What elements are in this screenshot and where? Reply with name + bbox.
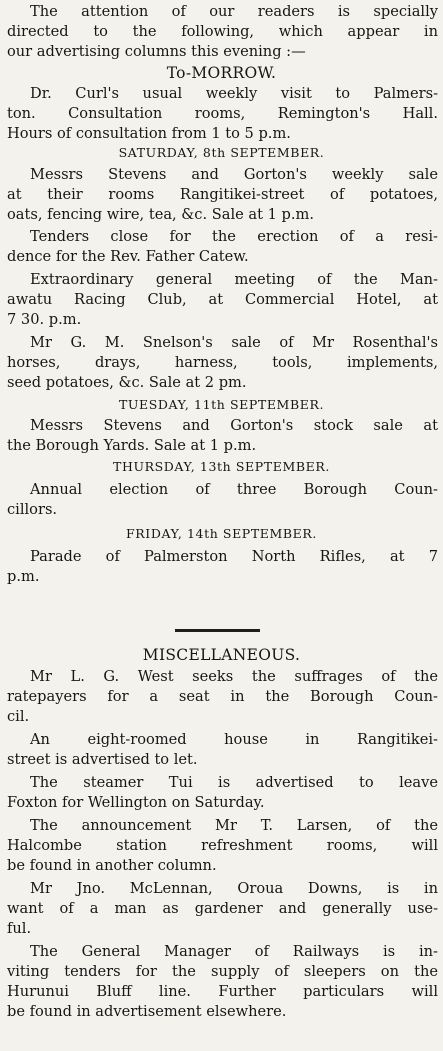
paragraph-line: Mr L. G. West seeks the suffrages of the: [30, 668, 438, 685]
paragraph-line: Dr. Curl's usual weekly visit to Palmers-: [30, 85, 438, 102]
paragraph-line: at their rooms Rangitikei-street of potatoes,: [7, 186, 438, 203]
paragraph-line: 7 30. p.m.: [7, 311, 82, 328]
paragraph-line: Parade of Palmerston North Rifles, at 7: [30, 548, 438, 565]
heading-thursday: THURSDAY, 13th SEPTEMBER.: [113, 459, 330, 474]
paragraph-line: The announcement Mr T. Larsen, of the: [30, 817, 438, 834]
paragraph-line: want of a man as gardener and generally use-: [7, 900, 438, 917]
paragraph-line: Hurunui Bluff line. Further particulars will: [7, 983, 438, 1000]
paragraph-line: cillors.: [7, 501, 58, 518]
heading-tuesday: TUESDAY, 11th SEPTEMBER.: [118, 397, 325, 412]
paragraph-line: viting tenders for the supply of sleepers on the: [7, 963, 438, 980]
paragraph-line: awatu Racing Club, at Commercial Hotel, at: [7, 291, 438, 308]
paragraph-line: be found in advertisement elsewhere.: [7, 1003, 287, 1020]
heading-tomorrow: To-MORROW.: [166, 64, 277, 82]
paragraph-line: oats, fencing wire, tea, &c. Sale at 1 p.m.: [7, 206, 314, 223]
paragraph-line: be found in another column.: [7, 857, 217, 874]
paragraph-line: the Borough Yards. Sale at 1 p.m.: [7, 437, 257, 454]
paragraph-line: cil.: [7, 708, 30, 725]
section-divider: [175, 629, 260, 632]
paragraph-line: dence for the Rev. Father Catew.: [7, 248, 249, 265]
heading-saturday: SATURDAY, 8th SEPTEMBER.: [118, 145, 325, 160]
paragraph-line: Foxton for Wellington on Saturday.: [7, 794, 265, 811]
paragraph-line: street is advertised to let.: [7, 751, 198, 768]
paragraph-line: ful.: [7, 920, 32, 937]
paragraph-line: An eight-roomed house in Rangitikei-: [30, 731, 438, 748]
paragraph-line: Mr G. M. Snelson's sale of Mr Rosenthal's: [30, 334, 438, 351]
paragraph-line: Tenders close for the erection of a resi-: [30, 228, 438, 245]
paragraph-line: Halcombe station refreshment rooms, will: [7, 837, 438, 854]
paragraph-line: The General Manager of Railways is in-: [30, 943, 438, 960]
paragraph-line: p.m.: [7, 568, 40, 585]
paragraph-line: Messrs Stevens and Gorton's weekly sale: [30, 166, 438, 183]
intro-line: our advertising columns this evening :—: [7, 43, 306, 60]
paragraph-line: horses, drays, harness, tools, implements,: [7, 354, 438, 371]
paragraph-line: Extraordinary general meeting of the Man-: [30, 271, 438, 288]
paragraph-line: ton. Consultation rooms, Remington's Hall.: [7, 105, 438, 122]
intro-line: The attention of our readers is specially: [30, 3, 438, 20]
heading-friday: FRIDAY, 14th SEPTEMBER.: [126, 526, 317, 541]
paragraph-line: Annual election of three Borough Coun-: [30, 481, 438, 498]
paragraph-line: Messrs Stevens and Gorton's stock sale at: [30, 417, 438, 434]
paragraph-line: Hours of consultation from 1 to 5 p.m.: [7, 125, 291, 142]
paragraph-line: The steamer Tui is advertised to leave: [30, 774, 438, 791]
paragraph-line: seed potatoes, &c. Sale at 2 pm.: [7, 374, 247, 391]
paragraph-line: Mr Jno. McLennan, Oroua Downs, is in: [30, 880, 438, 897]
intro-line: directed to the following, which appear in: [7, 23, 438, 40]
paragraph-line: ratepayers for a seat in the Borough Coun-: [7, 688, 438, 705]
heading-miscellaneous: MISCELLANEOUS.: [142, 646, 301, 664]
